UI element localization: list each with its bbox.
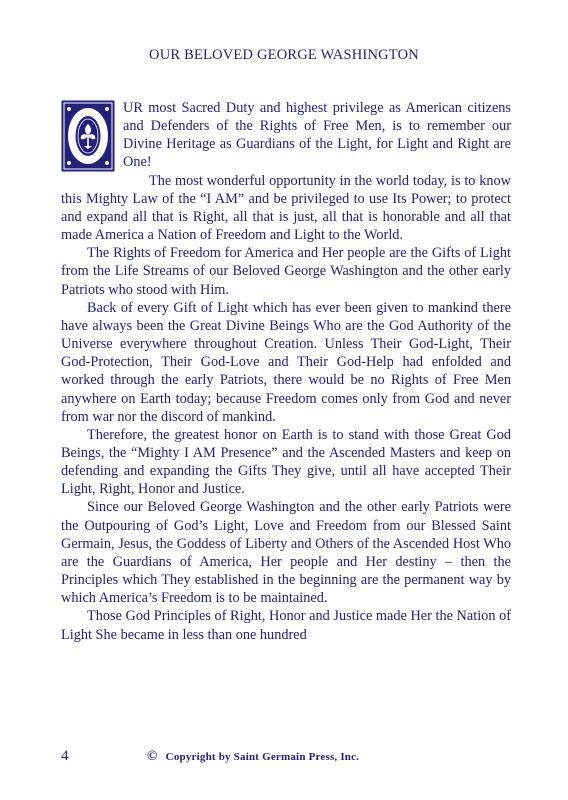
body-text <box>61 99 511 644</box>
page-number: 4 <box>61 748 69 764</box>
paragraph-5: Therefore, the greatest honor on Earth is to stand with those Great God Beings, the “Mighty I AM Presence” and the Ascended Masters and keep on defending and expanding the Gifts They give, until all have accepted Their Light, Right, Honor and Justice. <box>61 426 511 498</box>
copyright-symbol-icon: © <box>147 749 158 764</box>
paragraph-1 <box>61 99 511 172</box>
paragraph-4: Back of every Gift of Light which has ever been given to mankind there have always been the Great Divine Beings Who are the God Authority of the Universe everywhere throughout Creation. Unless Their God-Light, Their God-Protection, Their God-Love and Their God-Help had enfolded and worked through the early Patriots, there would be no Rights of Free Men anywhere on Earth today; because Freedom comes only from God and never from war nor the discord of mankind. <box>61 299 511 425</box>
paragraph-2: The most wonderful opportunity in the world today, is to know this Mighty Law of the “I AM” and be privileged to use Its Power; to protect and expand all that is Right, all that is just, all that is honorable and all that made America a Nation of Freedom and Light to the World. <box>61 172 511 244</box>
paragraph-6: Since our Beloved George Washington and the other early Patriots were the Outpouring of God’s Light, Love and Freedom from our Blessed Saint Germain, Jesus, the Goddess of Liberty and Others of the Ascended Host Who are the Guardians of America, Her people and Her destiny – then the Principles which They established in the beginning are the permanent way by which America’s Freedom is to be maintained. <box>61 499 511 607</box>
paragraph-1-text: UR most Sacred Duty and highest privilege as American citizens and Defenders of the Rights of Free Men, is to remember our Divine Heritage as Guardians of the Light, for Light and Right are One! <box>123 100 511 171</box>
paragraph-3: The Rights of Freedom for America and Her people are the Gifts of Light from the Life Streams of our Beloved George Washington and the other early Patriots who stood with Him. <box>61 245 511 298</box>
paragraph-7: Those God Principles of Right, Honor and Justice made Her the Nation of Light She became in less than one hundred <box>61 608 511 643</box>
page-title: OUR BELOVED GEORGE WASHINGTON <box>149 47 419 63</box>
ornamental-drop-cap-icon <box>61 100 115 172</box>
copyright-text: Copyright by Saint Germain Press, Inc. <box>165 751 360 763</box>
copyright-notice <box>147 749 359 765</box>
